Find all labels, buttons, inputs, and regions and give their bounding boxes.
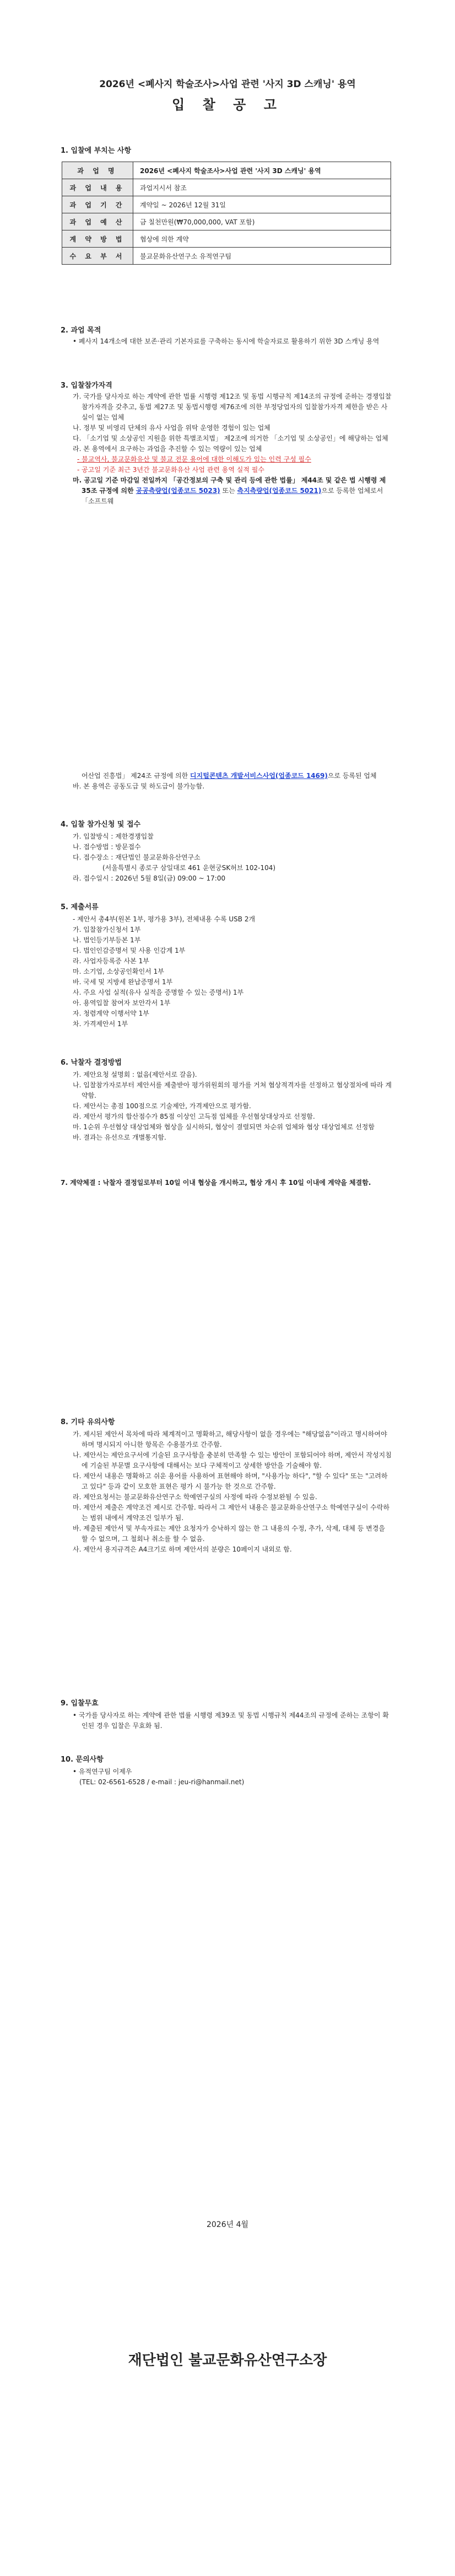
caution-item: 마. 제안서 제출은 계약조건 제시로 간주함. 따라서 그 제안서 내용은 불교문화유산연구소 학예연구실이 수락하는 범위 내에서 계약조건 일부가 됨. (73, 1504, 390, 1522)
selection-item: 가. 제안요청 설명회 : 없음(제안서로 갈음). (73, 1071, 197, 1078)
bid-info-label: 과 업 명 (62, 162, 133, 179)
selection-item: 라. 제안서 평가의 합산점수가 85점 이상인 고득점 업체를 우선협상대상자로 선정함. (73, 1113, 315, 1120)
section-3-required-record: - 공고일 기준 최근 3년간 불교문화유산 사업 관련 용역 실적 필수 (77, 466, 264, 474)
section-9-body (73, 1710, 392, 1731)
section-3-item-b: 나. 정부 및 비영리 단체의 유사 사업을 위탁 운영한 경험이 있는 업체 (73, 424, 270, 432)
caution-item: 다. 제안서 내용은 명확하고 쉬운 용어를 사용하여 표현해야 하며, "사용가능 하다", "할 수 있다" 또는 "고려하고 있다" 등과 같이 모호한 표현은 평가 시 불가능 한 것으로 간주함. (73, 1472, 388, 1490)
section-3-item-a: 가. 국가를 당사자로 하는 계약에 관한 법률 시행령 제12조 및 동법 시행규칙 제14조의 규정에 준하는 경쟁입찰 참가자격을 갖추고, 동법 제27조 및 동법시행령 제76조에 의한 부정당업자의 입찰참가자격 제한을 받은 사실이 없는 업체 (73, 393, 392, 421)
public-survey-code: 공공측량업(업종코드 5023) (136, 487, 220, 495)
notice-title: 2026년 <폐사지 학술조사>사업 관련 '사지 3D 스캐닝' 용역 (99, 79, 356, 90)
submission-address: (서울특별시 종로구 삼일대로 461 운현궁SK허브 102-104) (102, 864, 276, 872)
section-10-body (73, 1767, 392, 1788)
bid-info-label: 과 업 예 산 (62, 213, 133, 230)
section-3-required-staff: - 불교역사, 불교문화유산 및 불교 전문 용어에 대한 이해도가 있는 인력 구성 필수 (77, 455, 311, 463)
submission-method: 나. 접수방법 : 방문접수 (73, 843, 141, 851)
selection-item: 나. 입찰참가자로부터 제안서를 제출받아 평가위원회의 평가를 거쳐 협상적격자를 선정하고 협상절차에 따라 계약함. (73, 1081, 392, 1099)
section-7-contract: 7. 계약체결 : 낙찰자 결정일로부터 10일 이내 협상을 개시하고, 협상 개시 후 10일 이내에 계약을 체결함. (61, 1179, 371, 1187)
bid-info-value: 협상에 의한 계약 (133, 230, 391, 248)
bid-info-row (62, 248, 391, 265)
bid-info-label: 과 업 기 간 (62, 196, 133, 213)
caution-item: 라. 제안요청서는 불교문화유산연구소 학예연구실의 사정에 따라 수정보완될 수 있음. (73, 1493, 317, 1501)
bid-info-row (62, 179, 391, 196)
section-2-body (73, 336, 392, 347)
section-5-heading: 5. 제출서류 (61, 903, 99, 911)
section-3-item-e-or: 또는 (220, 487, 237, 495)
document-item: 가. 입찰참가신청서 1부 (73, 926, 141, 933)
section-3-item-e (73, 475, 392, 507)
invalid-bid-item: • 국가를 당사자로 하는 계약에 관한 법률 시행령 제39조 및 동법 시행규칙 제44조의 규정에 준하는 조항이 확인된 경우 입찰은 무효화 됨. (73, 1711, 389, 1730)
digital-content-code: 디지털콘텐츠 개발서비스사업(업종코드 1469) (190, 772, 328, 780)
section-3-body (73, 391, 392, 507)
document-item: 마. 소기업, 소상공인확인서 1부 (73, 968, 164, 975)
section-3-item-d: 라. 본 용역에서 요구하는 과업을 추진할 수 있는 역량이 있는 업체 (73, 445, 262, 453)
bid-info-value: 불교문화유산연구소 유적연구팀 (133, 248, 391, 265)
bid-info-row (62, 162, 391, 179)
bid-info-row (62, 196, 391, 213)
document-item: 라. 사업자등록증 사본 1부 (73, 957, 149, 965)
bid-info-value: 2026년 <폐사지 학술조사>사업 관련 '사지 3D 스캐닝' 용역 (133, 162, 391, 179)
caution-item: 사. 제안서 용지규격은 A4크기로 하며 제안서의 분량은 10페이지 내외로 함. (73, 1545, 292, 1553)
issuer-name: 재단법인 불교문화유산연구소장 (128, 2352, 327, 2369)
notice-subtitle: 입 찰 공 고 (172, 97, 283, 112)
document-item: 나. 법인등기부등본 1부 (73, 936, 141, 944)
section-3-heading: 3. 입찰참가자격 (61, 382, 112, 390)
bid-info-value: 금 칠천만원(₩70,000,000, VAT 포함) (133, 213, 391, 230)
bid-info-value: 과업지시서 참조 (133, 179, 391, 196)
contact-person: • 유적연구팀 이제우 (73, 1768, 132, 1775)
selection-item: 바. 결과는 유선으로 개별통지함. (73, 1134, 166, 1141)
section-3-item-e-tail: 으로 등록한 업체로서 「소프트웨 (82, 487, 383, 505)
document-item: 다. 법인인감증명서 및 사용 인감계 1부 (73, 947, 186, 954)
document-item: 사. 주요 사업 실적(유사 실적을 증명할 수 있는 증명서) 1부 (73, 989, 244, 996)
section-3-body-cont (73, 771, 392, 792)
contact-details: (TEL: 02-6561-6528 / e-mail : jeu-ri@hanmail.net) (79, 1778, 245, 1786)
document-item: 자. 청렴계약 이행서약 1부 (73, 1010, 149, 1017)
geodetic-survey-code: 측지측량업(업종코드 5021) (237, 487, 322, 495)
document-item: - 제안서 총4부(원본 1부, 평가용 3부), 전체내용 수록 USB 2개 (73, 915, 256, 923)
document-item: 바. 국세 및 지방세 완납증명서 1부 (73, 978, 173, 986)
document-item: 차. 가격제안서 1부 (73, 1020, 128, 1028)
bid-info-label: 과 업 내 용 (62, 179, 133, 196)
section-9-heading: 9. 입찰무효 (61, 1699, 99, 1708)
section-3-item-e-cont-tail: 으로 등록된 업체 (327, 772, 377, 780)
caution-item: 나. 제안서는 제안요구서에 기술된 요구사항을 충분히 만족할 수 있는 방안이 포함되어야 하며, 제안서 작성지침에 기술된 부문별 요구사항에 대해서는 보다 구체적이고 상세한 방안을 기술해야 함. (73, 1451, 392, 1469)
section-4-heading: 4. 입찰 참가신청 및 접수 (61, 820, 141, 829)
section-4-body (73, 831, 392, 884)
section-5-body (73, 914, 392, 1029)
bid-info-row (62, 230, 391, 248)
section-3-item-c: 다. 「소기업 및 소상공인 지원을 위한 특별조치법」 제2조에 의거한 「소기업 및 소상공인」에 해당하는 업체 (73, 434, 388, 442)
submission-date: 라. 접수일시 : 2026년 5월 8일(금) 09:00 ~ 17:00 (73, 874, 226, 882)
bid-info-row (62, 213, 391, 230)
section-1-heading: 1. 입찰에 부치는 사항 (61, 147, 132, 155)
caution-item: 가. 제시된 제안서 목차에 따라 체계적이고 명확하고, 해당사항이 없을 경우에는 "해당없음"이라고 명시하여야 하며 명시되지 아니한 항목은 수용불가로 간주함. (73, 1430, 387, 1448)
bid-info-label: 수 요 부 서 (62, 248, 133, 265)
selection-item: 마. 1순위 우선협상 대상업체와 협상을 실시하되, 협상이 결렬되면 차순위 업체와 협상 대상업체로 선정함 (73, 1123, 375, 1131)
section-3-item-e-cont (73, 771, 392, 781)
bid-info-value: 계약일 ~ 2026년 12월 31일 (133, 196, 391, 213)
section-3-item-e-lead: 마. 공고일 기준 마감일 전일까지 「공간정보의 구축 및 관리 등에 관한 법률」 제44조 및 같은 법 시행령 제35조 규정에 의한 (73, 476, 386, 495)
section-6-body (73, 1070, 392, 1143)
section-8-heading: 8. 기타 유의사항 (61, 1418, 115, 1426)
caution-item: 바. 제출된 제안서 및 부속자료는 제안 요청자가 승낙하지 않는 한 그 내용의 수정, 추가, 삭제, 대체 등 변경을 할 수 없으며, 그 철회나 취소를 할 수 없음. (73, 1525, 385, 1543)
notice-date: 2026년 4월 (206, 2220, 249, 2229)
selection-item: 다. 제안서는 총점 100점으로 기술제안, 가격제안으로 평가함. (73, 1102, 251, 1110)
bid-info-label: 계 약 방 법 (62, 230, 133, 248)
section-2-item: • 폐사지 14개소에 대한 보존·관리 기본자료를 구축하는 동시에 학술자료로 활용하기 위한 3D 스캐닝 용역 (73, 337, 380, 345)
section-2-heading: 2. 과업 목적 (61, 326, 101, 335)
section-6-heading: 6. 낙찰자 결정방법 (61, 1059, 122, 1067)
bid-method: 가. 입찰방식 : 제한경쟁입찰 (73, 833, 154, 840)
document-item: 아. 용역입찰 참여자 보안각서 1부 (73, 999, 171, 1007)
section-8-body (73, 1429, 392, 1555)
submission-place: 다. 접수장소 : 재단법인 불교문화유산연구소 (73, 854, 201, 861)
bid-info-table (62, 162, 391, 265)
section-3-item-f: 바. 본 용역은 공동도급 및 하도급이 불가능함. (73, 782, 205, 790)
section-10-heading: 10. 문의사항 (61, 1756, 104, 1764)
section-3-item-e-cont-lead: 어산업 진흥법」 제24조 규정에 의한 (82, 772, 191, 780)
